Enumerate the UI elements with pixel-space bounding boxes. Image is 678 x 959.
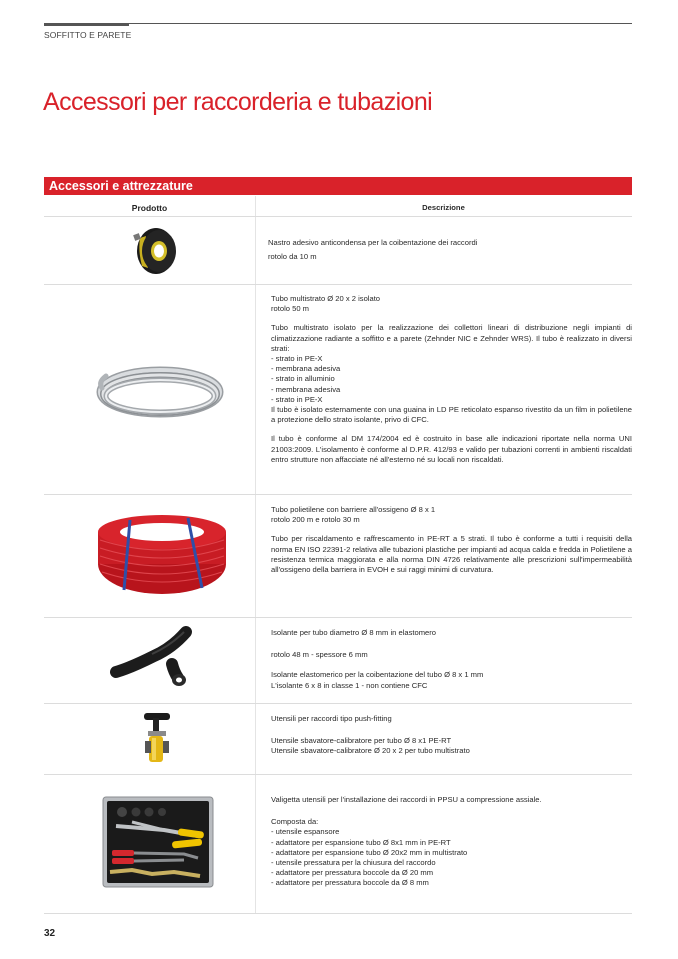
- list-item: - adattatore per espansione tubo Ø 8x1 mm in PE-RT: [271, 838, 632, 848]
- row-case-title: Valigetta utensili per l'installazione dei raccordi in PPSU a compressione assiale.: [271, 795, 542, 804]
- row-divider: [44, 284, 632, 285]
- row-tool-title: Utensili per raccordi tipo push-fitting: [271, 714, 392, 723]
- row-foam-roll: rotolo 48 m - spessore 6 mm: [271, 650, 368, 660]
- row-case-list-title: Composta da:: [271, 817, 319, 827]
- row-case-description: [271, 795, 632, 889]
- red-pipe-image: [94, 512, 230, 598]
- column-divider: [255, 196, 256, 913]
- row-foam-title: Isolante per tubo diametro Ø 8 mm in elastomero: [271, 628, 437, 637]
- row-foam-description: [271, 628, 632, 691]
- tool-case-image: [102, 796, 214, 888]
- row-tape-line: Nastro adesivo anticondensa per la coibentazione dei raccordi: [268, 238, 478, 247]
- row-red-pipe-body: Tubo per riscaldamento e raffrescamento in PE-RT a 5 strati. Il tubo è conforme a tutti i requisiti della norma EN ISO 22391-2 relativa alle tubazioni plastiche per impianti ad acqua calda e fredda in Polietilene a resistenza termica maggiorata e alla norma DIN 4726 relativamente alle prescrizioni sull'impermeabilità all'ossigeno della barriera in EVOH e sui raggi minimi di curvatura.: [271, 534, 632, 575]
- row-divider: [44, 494, 632, 495]
- page-title: Accessori per raccorderia e tubazioni: [43, 88, 433, 116]
- section-tag: SOFFITTO E PARETE: [44, 30, 132, 40]
- row-divider: [44, 216, 632, 217]
- row-multilayer-intro: Tubo multistrato isolato per la realizzazione dei collettori lineari di distribuzione negli impianti di climatizzazione radiante a soffitto e a parete (Zehnder NIC e Zehnder WRS). Il tubo è realizzato in diversi strati:: [271, 323, 632, 353]
- row-tool-description: [271, 714, 632, 757]
- table-title-bar: [44, 177, 632, 195]
- list-item: - strato in PE-X: [271, 395, 632, 405]
- header-rule-accent: [44, 23, 129, 26]
- list-item: - adattatore per espansione tubo Ø 20x2 mm in multistrato: [271, 848, 632, 858]
- row-multilayer-layers: [271, 354, 632, 405]
- row-red-pipe-heading: Tubo polietilene con barriere all'ossigeno Ø 8 x 1 rotolo 200 m e rotolo 30 m: [271, 505, 436, 525]
- row-tool-detail: Utensile sbavatore-calibratore per tubo Ø 8 x1 PE-RT Utensile sbavatore-calibratore Ø 20 x 2 per tubo multistrato: [271, 736, 470, 756]
- list-item: - adattatore per pressatura boccole da Ø 8 mm: [271, 878, 632, 888]
- row-multilayer-outro: Il tubo è isolato esternamente con una guaina in LD PE reticolato espanso rivestito da un film in polietilene a protezione dello strato isolante, privo di CFC.: [271, 405, 632, 425]
- row-divider: [44, 703, 632, 704]
- list-item: - membrana adesiva: [271, 385, 632, 395]
- row-divider: [44, 913, 632, 914]
- multilayer-pipe-image: [94, 362, 226, 422]
- foam-insulation-image: [100, 626, 200, 688]
- row-multilayer-description: [271, 294, 632, 465]
- list-item: - strato in PE-X: [271, 354, 632, 364]
- row-tape-line: rotolo da 10 m: [268, 252, 317, 262]
- list-item: - adattatore per pressatura boccole da Ø 20 mm: [271, 868, 632, 878]
- row-foam-detail: Isolante elastomerico per la coibentazione del tubo Ø 8 x 1 mm L'isolante 6 x 8 in classe 1 - non contiene CFC: [271, 670, 484, 690]
- list-item: - membrana adesiva: [271, 364, 632, 374]
- row-case-items: [271, 827, 632, 888]
- column-header-description: Descrizione: [422, 203, 465, 212]
- header-rule: [129, 23, 632, 24]
- row-divider: [44, 617, 632, 618]
- row-divider: [44, 774, 632, 775]
- list-item: - utensile pressatura per la chiusura del raccordo: [271, 858, 632, 868]
- table-title: Accessori e attrezzature: [49, 179, 193, 193]
- row-multilayer-norm: Il tubo è conforme al DM 174/2004 ed è costruito in base alle indicazioni riportate nella norma UNI 21003:2009. L'isolamento è conforme al D.P.R. 412/93 e valido per tubazioni correnti in ambienti riscaldati entro strutture non affacciate né all'esterno né su locali non riscaldati.: [271, 434, 632, 464]
- column-header-product: Prodotto: [131, 203, 168, 213]
- deburring-tool-image: [136, 710, 180, 768]
- row-tape-description: [268, 238, 629, 262]
- row-red-pipe-description: [271, 505, 632, 575]
- insulating-tape-image: [128, 224, 184, 276]
- row-multilayer-heading: Tubo multistrato Ø 20 x 2 isolato rotolo 50 m: [271, 294, 381, 314]
- list-item: - strato in alluminio: [271, 374, 632, 384]
- page-number: 32: [44, 928, 56, 939]
- list-item: - utensile espansore: [271, 827, 632, 837]
